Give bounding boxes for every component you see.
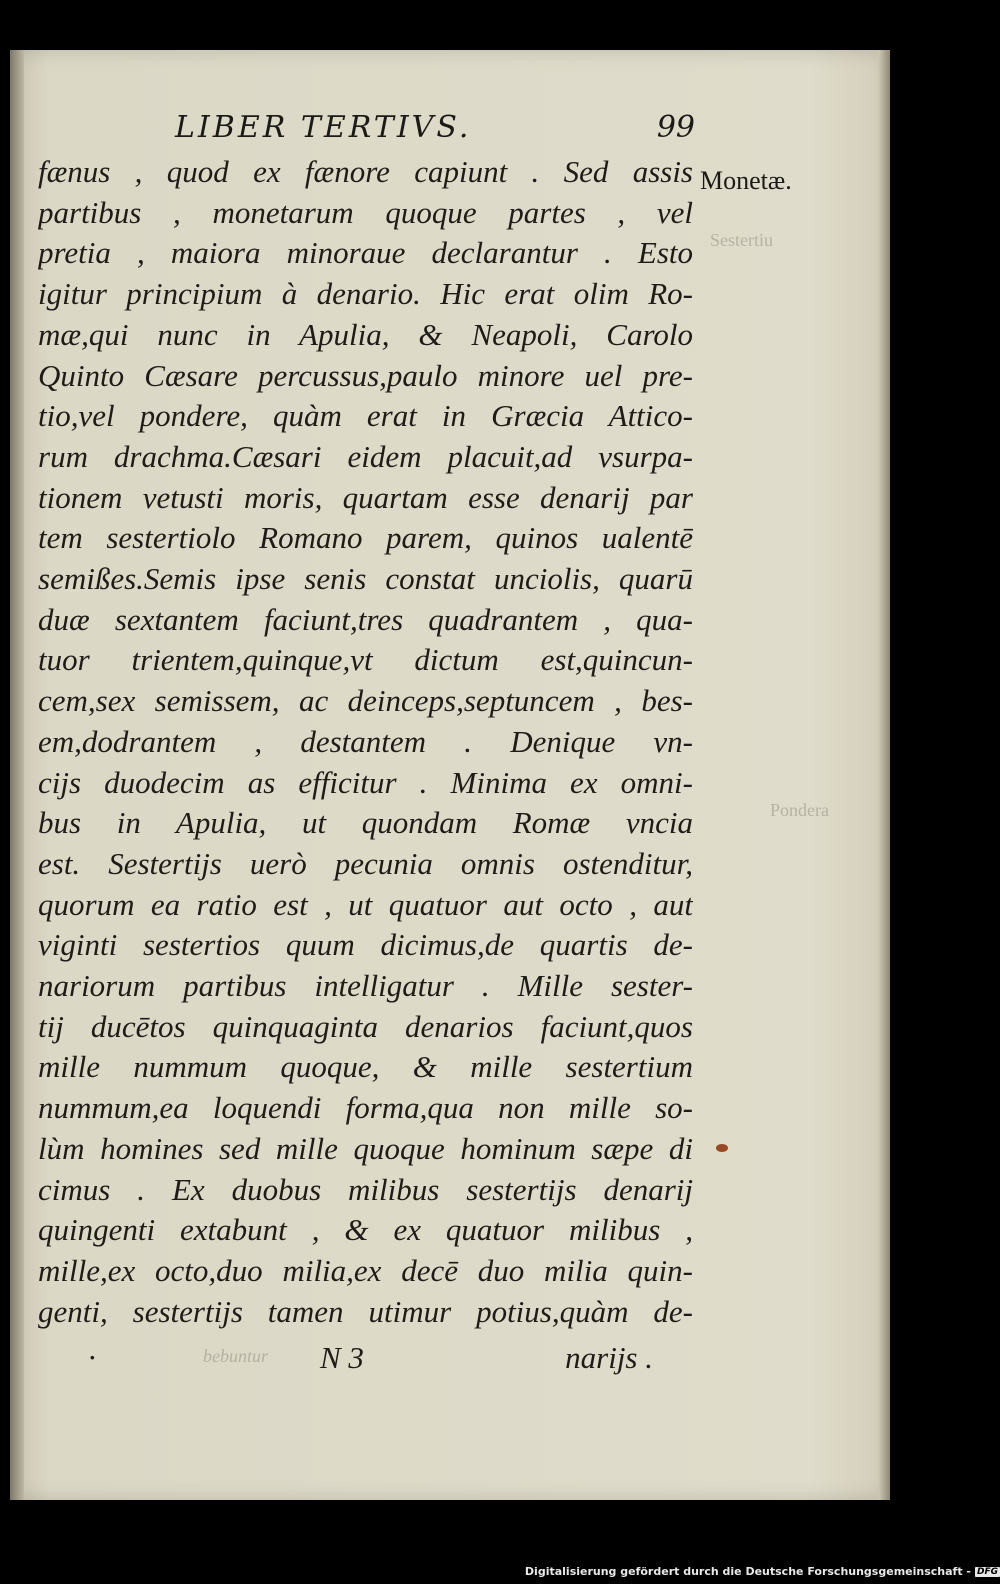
text-line: fænus , quod ex fænore capiunt . Sed assis bbox=[38, 154, 693, 189]
running-head bbox=[175, 110, 695, 145]
text-line: bus in Apulia, ut quondam Romæ vncia bbox=[38, 805, 693, 841]
text-line: semißes.Semis ipse senis constat unciolis, quarū bbox=[38, 561, 693, 597]
page-edge bbox=[878, 50, 890, 1500]
page-gutter bbox=[10, 50, 24, 1500]
text-line: mille,ex octo,duo milia,ex decē duo milia quin- bbox=[38, 1252, 693, 1288]
ink-spot bbox=[716, 1144, 728, 1152]
text-line: pretia , maiora minoraue declarantur . Esto bbox=[38, 235, 693, 271]
text-line: tio,vel pondere, quàm erat in Græcia Attico- bbox=[38, 398, 693, 434]
text-line: duæ sextantem faciunt,tres quadrantem , qua- bbox=[38, 601, 693, 637]
text-line: est. Sestertijs uerò pecunia omnis ostenditur, bbox=[38, 845, 693, 881]
book-page bbox=[10, 50, 890, 1500]
text-line: tem sestertiolo Romano parem, quinos ualentē bbox=[38, 520, 693, 556]
bleed-through-note: Sestertiu bbox=[710, 230, 773, 250]
text-line: rum drachma.Cæsari eidem placuit,ad vsurpa- bbox=[38, 438, 693, 474]
text-line: Quinto Cæsare percussus,paulo minore uel pre- bbox=[38, 357, 693, 393]
margin-note: Monetæ. bbox=[700, 166, 792, 195]
signature-mark: N 3 bbox=[320, 1340, 364, 1375]
text-line: nariorum partibus intelligatur . Mille sester- bbox=[38, 968, 693, 1004]
text-line: cimus . Ex duobus milibus sestertijs denarij bbox=[38, 1171, 693, 1207]
text-line: em,dodrantem , destantem . Denique vn- bbox=[38, 723, 693, 759]
text-line: lùm homines sed mille quoque hominum sæpe di bbox=[38, 1130, 693, 1166]
bleed-through-note: bebuntur bbox=[203, 1346, 268, 1366]
dfg-logo: DFG bbox=[976, 1566, 998, 1577]
running-head-title: LIBER TERTIVS. bbox=[175, 110, 472, 145]
catchword: narijs . bbox=[565, 1340, 653, 1375]
text-line: quingenti extabunt , & ex quatuor milibus , bbox=[38, 1212, 693, 1248]
body-text bbox=[38, 152, 693, 1332]
text-line: tionem vetusti moris, quartam esse denarij par bbox=[38, 479, 693, 515]
text-line: genti, sestertijs tamen utimur potius,quàm de- bbox=[38, 1293, 693, 1329]
text-line: viginti sestertios quum dicimus,de quartis de- bbox=[38, 927, 693, 963]
credit-text: Digitalisierung gefördert durch die Deutsche Forschungsgemeinschaft - bbox=[524, 1565, 971, 1578]
page-number: 99 bbox=[656, 110, 695, 145]
digitization-credit bbox=[525, 1565, 1000, 1578]
text-line: mille nummum quoque, & mille sestertium bbox=[38, 1049, 693, 1085]
text-line: nummum,ea loquendi forma,qua non mille so- bbox=[38, 1090, 693, 1126]
page-footer bbox=[38, 1340, 693, 1380]
text-line: partibus , monetarum quoque partes , vel bbox=[38, 194, 693, 230]
bleed-through-note: Pondera bbox=[770, 800, 829, 820]
text-line: tij ducētos quinquaginta denarios faciunt,quos bbox=[38, 1008, 693, 1044]
text-line: igitur principium à denario. Hic erat olim Ro- bbox=[38, 276, 693, 312]
text-line: mæ,qui nunc in Apulia, & Neapoli, Carolo bbox=[38, 316, 693, 352]
footer-dot: · bbox=[88, 1340, 96, 1375]
text-line: cem,sex semissem, ac deinceps,septuncem , bes- bbox=[38, 683, 693, 719]
text-line: tuor trientem,quinque,vt dictum est,quincun- bbox=[38, 642, 693, 678]
text-line: quorum ea ratio est , ut quatuor aut octo , aut bbox=[38, 886, 693, 922]
text-line: cijs duodecim as efficitur . Minima ex omni- bbox=[38, 764, 693, 800]
